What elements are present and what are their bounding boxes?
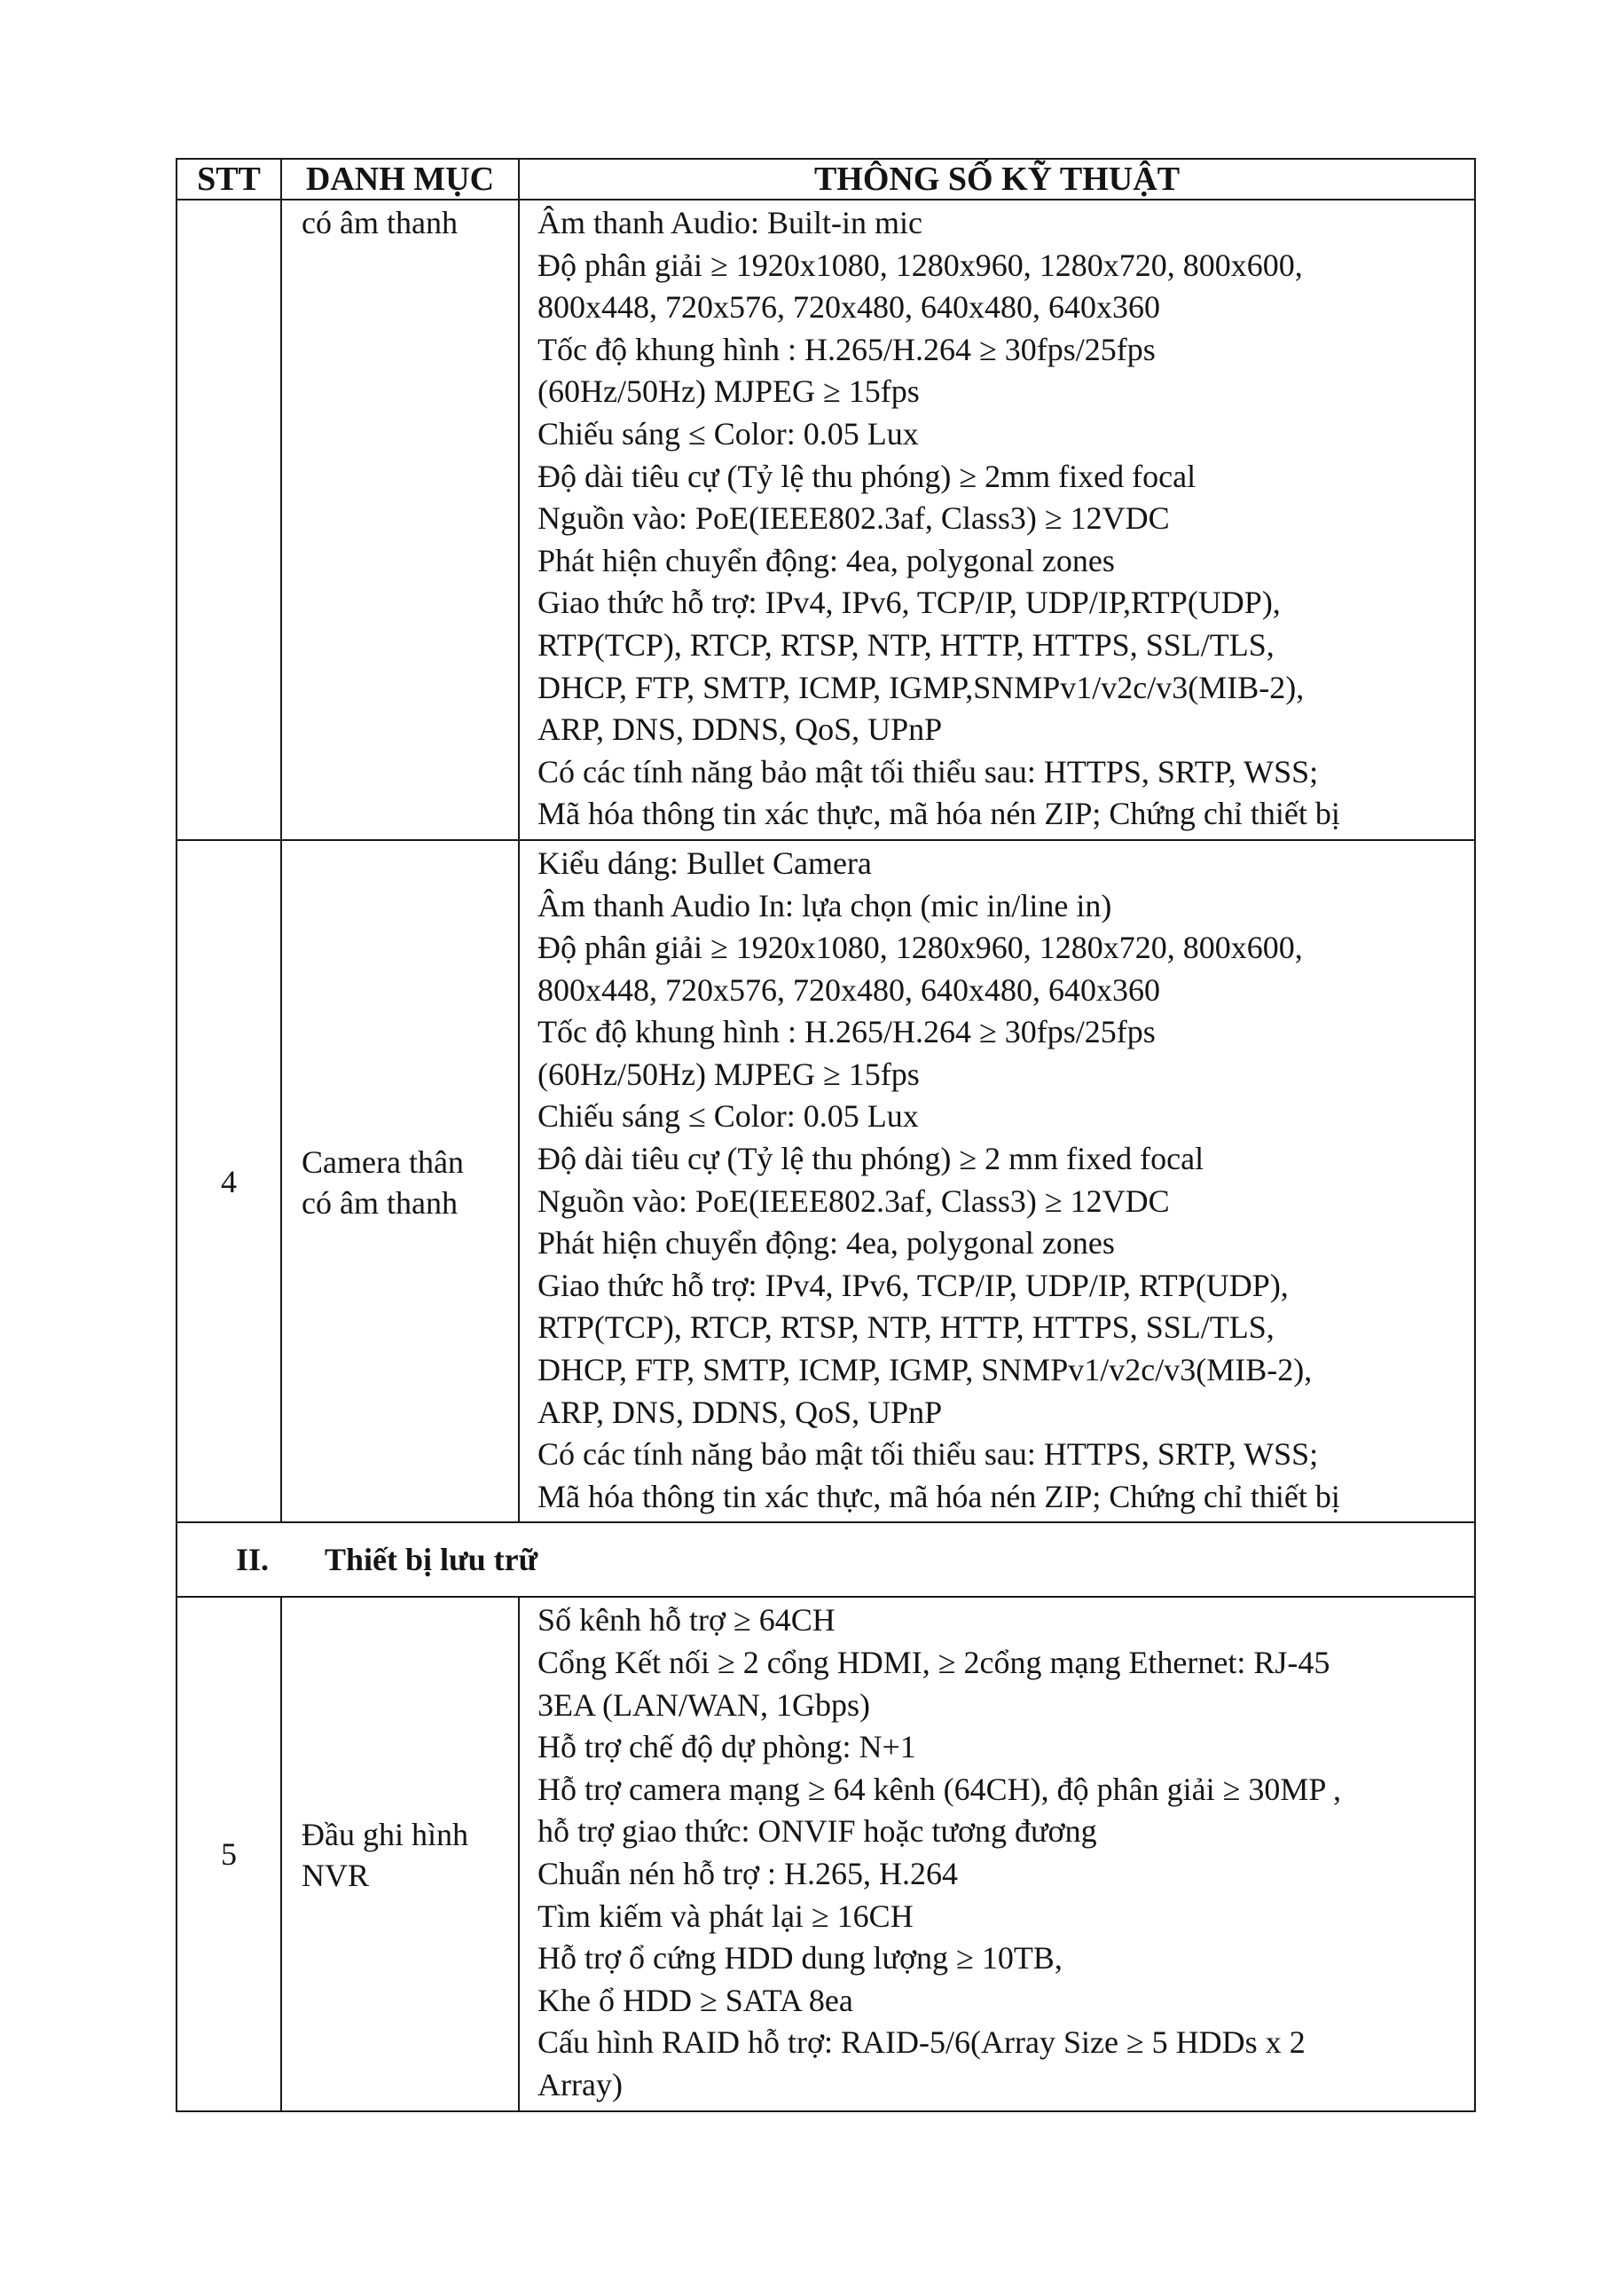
spec-line: Phát hiện chuyển động: 4ea, polygonal zones — [537, 1225, 1115, 1261]
spec-line: Phát hiện chuyển động: 4ea, polygonal zones — [537, 542, 1115, 578]
spec-line: DHCP, FTP, SMTP, ICMP, IGMP,SNMPv1/v2c/v3(MIB-2), — [537, 669, 1305, 705]
spec-line: Nguồn vào: PoE(IEEE802.3af, Class3) ≥ 12VDC — [537, 500, 1170, 537]
spec-line: DHCP, FTP, SMTP, ICMP, IGMP, SNMPv1/v2c/v3(MIB-2), — [537, 1352, 1313, 1388]
row-name — [281, 1597, 519, 2110]
section-number: II. — [236, 1542, 270, 1578]
spec-line: Giao thức hỗ trợ: IPv4, IPv6, TCP/IP, UDP/IP,RTP(UDP), — [537, 585, 1281, 621]
row-specs — [519, 1597, 1475, 2110]
spec-line: Tốc độ khung hình : H.265/H.264 ≥ 30fps/25fps — [537, 331, 1156, 367]
spec-line: Hỗ trợ chế độ dự phòng: N+1 — [537, 1729, 916, 1765]
table-row — [177, 840, 1475, 1523]
spec-line: 800x448, 720x576, 720x480, 640x480, 640x360 — [537, 971, 1160, 1008]
spec-line: Số kênh hỗ trợ ≥ 64CH — [537, 1602, 836, 1638]
spec-line: Có các tính năng bảo mật tối thiểu sau: HTTPS, SRTP, WSS; — [537, 753, 1319, 790]
row-name-line: có âm thanh — [302, 1184, 458, 1221]
spec-line: Có các tính năng bảo mật tối thiểu sau: HTTPS, SRTP, WSS; — [537, 1436, 1319, 1473]
section-heading — [177, 1522, 1475, 1597]
spec-line: Array) — [537, 2066, 623, 2102]
spec-line: 3EA (LAN/WAN, 1Gbps) — [537, 1686, 870, 1723]
spec-line: 800x448, 720x576, 720x480, 640x480, 640x360 — [537, 289, 1160, 326]
row-name — [281, 840, 519, 1523]
spec-line: RTP(TCP), RTCP, RTSP, NTP, HTTP, HTTPS, SSL/TLS, — [537, 626, 1275, 663]
spec-line: Độ phân giải ≥ 1920x1080, 1280x960, 1280x720, 800x600, — [537, 247, 1303, 283]
document-page — [176, 158, 1474, 2112]
row-name-line: Đầu ghi hình — [302, 1816, 468, 1852]
spec-line: RTP(TCP), RTCP, RTSP, NTP, HTTP, HTTPS, SSL/TLS, — [537, 1309, 1275, 1346]
spec-line: Khe ổ HDD ≥ SATA 8ea — [537, 1982, 853, 2018]
section-title: Thiết bị lưu trữ — [325, 1542, 538, 1578]
row-name-line: NVR — [302, 1857, 370, 1893]
row-name-line: Camera thân — [302, 1143, 464, 1180]
header-danh-muc: DANH MỤC — [281, 159, 519, 200]
row-stt — [177, 200, 281, 840]
spec-line: ARP, DNS, DDNS, QoS, UPnP — [537, 711, 943, 748]
table-header-row — [177, 159, 1475, 200]
spec-line: Chiếu sáng ≤ Color: 0.05 Lux — [537, 1098, 919, 1135]
spec-line: hỗ trợ giao thức: ONVIF hoặc tương đương — [537, 1813, 1097, 1850]
spec-line: Kiểu dáng: Bullet Camera — [537, 845, 872, 881]
table-row — [177, 200, 1475, 840]
table-row — [177, 1597, 1475, 2110]
row-stt: 5 — [177, 1597, 281, 2110]
spec-line: Âm thanh Audio: Built-in mic — [537, 205, 922, 240]
spec-line: Độ dài tiêu cự (Tỷ lệ thu phóng) ≥ 2 mm fixed focal — [537, 1141, 1204, 1177]
row-name-line: có âm thanh — [302, 205, 458, 240]
spec-line: Độ phân giải ≥ 1920x1080, 1280x960, 1280x720, 800x600, — [537, 930, 1303, 966]
spec-line: Độ dài tiêu cự (Tỷ lệ thu phóng) ≥ 2mm fixed focal — [537, 458, 1196, 494]
section-row — [177, 1522, 1475, 1597]
spec-line: Cổng Kết nối ≥ 2 cổng HDMI, ≥ 2cổng mạng Ethernet: RJ-45 — [537, 1645, 1330, 1680]
spec-line: Tìm kiếm và phát lại ≥ 16CH — [537, 1898, 914, 1934]
spec-line: Mã hóa thông tin xác thực, mã hóa nén ZIP; Chứng chỉ thiết bị — [537, 1478, 1340, 1514]
spec-line: Cấu hình RAID hỗ trợ: RAID-5/6(Array Size ≥ 5 HDDs x 2 — [537, 2024, 1306, 2061]
spec-line: Hỗ trợ camera mạng ≥ 64 kênh (64CH), độ phân giải ≥ 30MP , — [537, 1771, 1342, 1807]
spec-line: ARP, DNS, DDNS, QoS, UPnP — [537, 1394, 943, 1430]
spec-line: Âm thanh Audio In: lựa chọn (mic in/line in) — [537, 887, 1112, 923]
header-stt: STT — [177, 159, 281, 200]
row-specs — [519, 200, 1475, 840]
row-name — [281, 200, 519, 840]
row-stt: 4 — [177, 840, 281, 1523]
spec-table — [176, 158, 1476, 2112]
spec-line: Chiếu sáng ≤ Color: 0.05 Lux — [537, 415, 919, 452]
spec-line: (60Hz/50Hz) MJPEG ≥ 15fps — [537, 1056, 920, 1092]
row-specs — [519, 840, 1475, 1523]
spec-line: Nguồn vào: PoE(IEEE802.3af, Class3) ≥ 12VDC — [537, 1183, 1170, 1219]
spec-line: Chuẩn nén hỗ trợ : H.265, H.264 — [537, 1855, 958, 1891]
header-thong-so: THÔNG SỐ KỸ THUẬT — [519, 159, 1475, 200]
spec-line: (60Hz/50Hz) MJPEG ≥ 15fps — [537, 373, 920, 410]
spec-line: Hỗ trợ ổ cứng HDD dung lượng ≥ 10TB, — [537, 1940, 1063, 1976]
spec-line: Tốc độ khung hình : H.265/H.264 ≥ 30fps/25fps — [537, 1014, 1156, 1050]
spec-line: Giao thức hỗ trợ: IPv4, IPv6, TCP/IP, UDP/IP, RTP(UDP), — [537, 1267, 1289, 1303]
spec-line: Mã hóa thông tin xác thực, mã hóa nén ZIP; Chứng chỉ thiết bị — [537, 796, 1340, 832]
